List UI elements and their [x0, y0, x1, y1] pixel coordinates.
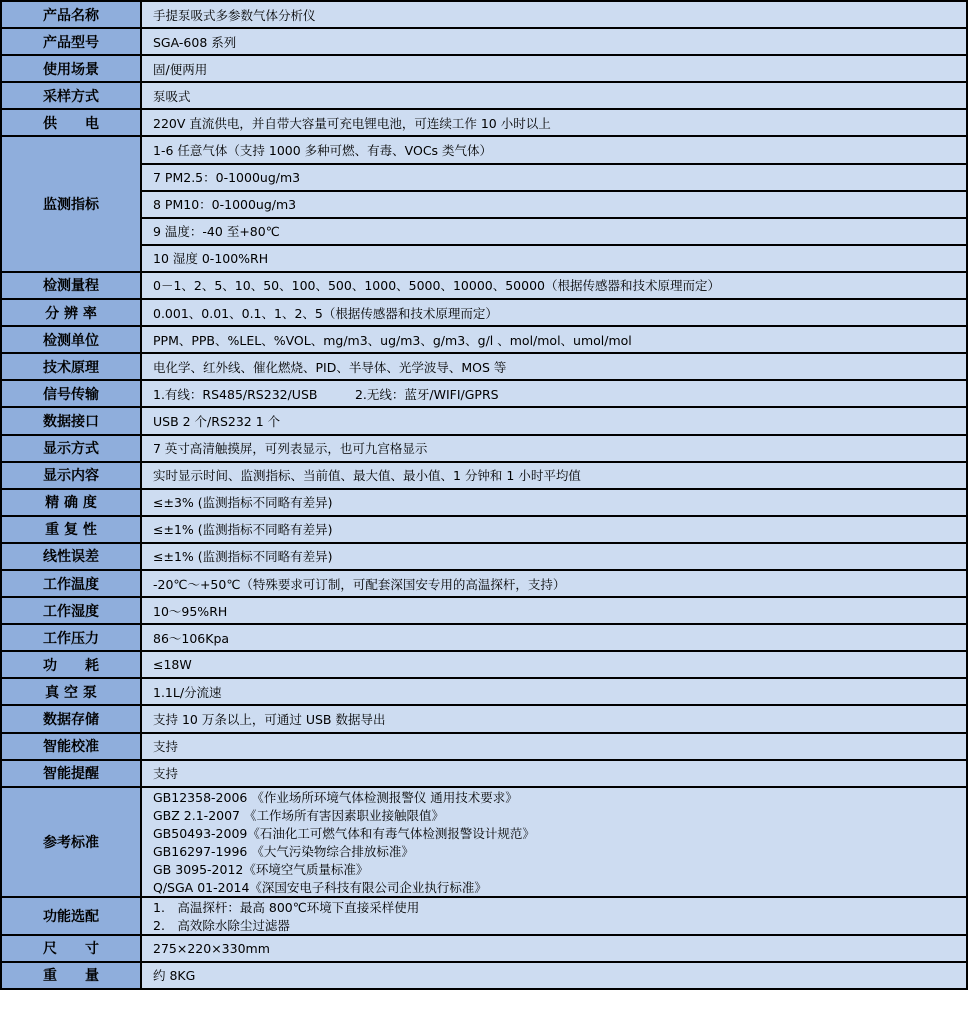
row-label: 使用场景: [1, 55, 141, 82]
table-row: [1, 1, 967, 28]
row-label: 线性误差: [1, 543, 141, 570]
table-row: [1, 624, 967, 651]
table-row: [1, 897, 967, 935]
value-line: 2. 高效除水除尘过滤器: [153, 917, 290, 933]
value-line: GBZ 2.1-2007 《工作场所有害因素职业接触限值》: [153, 807, 444, 823]
row-value: 泵吸式: [141, 82, 967, 109]
row-label: 供 电: [1, 109, 141, 136]
table-row: [1, 109, 967, 136]
table-row: [1, 705, 967, 732]
table-row: [1, 164, 967, 191]
row-value: 支持: [141, 760, 967, 787]
row-value: 电化学、红外线、催化燃烧、PID、半导体、光学波导、MOS 等: [141, 353, 967, 380]
row-label: 检测单位: [1, 326, 141, 353]
row-value: 1.1L/分流速: [141, 678, 967, 705]
row-value: ≤18W: [141, 651, 967, 678]
row-label: 显示方式: [1, 435, 141, 462]
row-label: 功 耗: [1, 651, 141, 678]
table-row: [1, 191, 967, 218]
row-value: 7 英寸高清触摸屏，可列表显示，也可九宫格显示: [141, 435, 967, 462]
row-label: 工作压力: [1, 624, 141, 651]
row-label: 分 辨 率: [1, 299, 141, 326]
value-line: 1. 高温探杆：最高 800℃环境下直接采样使用: [153, 899, 420, 915]
row-value: 7 PM2.5：0-1000ug/m3: [141, 164, 967, 191]
table-row: [1, 516, 967, 543]
table-row: [1, 28, 967, 55]
row-value: 1-6 任意气体（支持 1000 多种可燃、有毒、VOCs 类气体）: [141, 136, 967, 163]
row-label: 产品型号: [1, 28, 141, 55]
table-row: [1, 733, 967, 760]
row-value: ≤±1% (监测指标不同略有差异): [141, 516, 967, 543]
table-row: [1, 462, 967, 489]
row-label: 监测指标: [1, 136, 141, 271]
row-value: 实时显示时间、监测指标、当前值、最大值、最小值、1 分钟和 1 小时平均值: [141, 462, 967, 489]
row-value: 支持 10 万条以上，可通过 USB 数据导出: [141, 705, 967, 732]
table-row: [1, 272, 967, 299]
row-value: 220V 直流供电，并自带大容量可充电锂电池，可连续工作 10 小时以上: [141, 109, 967, 136]
row-value: 0－1、2、5、10、50、100、500、1000、5000、10000、50000（根据传感器和技术原理而定）: [141, 272, 967, 299]
table-row: [1, 82, 967, 109]
table-row: [1, 136, 967, 163]
spec-table-body: [1, 1, 967, 989]
row-value: 10 湿度 0-100%RH: [141, 245, 967, 272]
row-label: 智能校准: [1, 733, 141, 760]
row-label: 重 复 性: [1, 516, 141, 543]
row-label: 重 量: [1, 962, 141, 989]
row-label: 采样方式: [1, 82, 141, 109]
row-label: 尺 寸: [1, 935, 141, 962]
row-value: 0.001、0.01、0.1、1、2、5（根据传感器和技术原理而定）: [141, 299, 967, 326]
row-label: 功能选配: [1, 897, 141, 935]
row-value: SGA-608 系列: [141, 28, 967, 55]
value-line: GB 3095-2012《环境空气质量标准》: [153, 861, 369, 877]
row-label: 智能提醒: [1, 760, 141, 787]
row-label: 精 确 度: [1, 489, 141, 516]
row-value: 275×220×330mm: [141, 935, 967, 962]
row-value: ≤±3% (监测指标不同略有差异): [141, 489, 967, 516]
row-label: 工作温度: [1, 570, 141, 597]
table-row: [1, 597, 967, 624]
table-row: [1, 489, 967, 516]
row-label: 技术原理: [1, 353, 141, 380]
row-value: 支持: [141, 733, 967, 760]
row-label: 数据接口: [1, 407, 141, 434]
row-value: 手提泵吸式多参数气体分析仪: [141, 1, 967, 28]
row-label: 产品名称: [1, 1, 141, 28]
row-value: 9 温度：-40 至+80℃: [141, 218, 967, 245]
table-row: [1, 651, 967, 678]
row-value: 1.有线：RS485/RS232/USB 2.无线：蓝牙/WIFI/GPRS: [141, 380, 967, 407]
row-value: -20℃～+50℃（特殊要求可订制，可配套深国安专用的高温探杆，支持）: [141, 570, 967, 597]
row-label: 数据存储: [1, 705, 141, 732]
table-row: [1, 218, 967, 245]
row-label: 显示内容: [1, 462, 141, 489]
table-row: [1, 678, 967, 705]
row-value: USB 2 个/RS232 1 个: [141, 407, 967, 434]
table-row: [1, 326, 967, 353]
table-row: [1, 299, 967, 326]
table-row: [1, 245, 967, 272]
row-value: [141, 897, 967, 935]
row-value: 约 8KG: [141, 962, 967, 989]
table-row: [1, 962, 967, 989]
row-value: 10～95%RH: [141, 597, 967, 624]
table-row: [1, 787, 967, 897]
row-label: 工作湿度: [1, 597, 141, 624]
value-line: GB12358-2006 《作业场所环境气体检测报警仪 通用技术要求》: [153, 789, 518, 805]
table-row: [1, 407, 967, 434]
table-row: [1, 543, 967, 570]
table-row: [1, 935, 967, 962]
row-value: 86～106Kpa: [141, 624, 967, 651]
value-line: GB50493-2009《石油化工可燃气体和有毒气体检测报警设计规范》: [153, 825, 535, 841]
row-value: ≤±1% (监测指标不同略有差异): [141, 543, 967, 570]
table-row: [1, 55, 967, 82]
row-label: 真 空 泵: [1, 678, 141, 705]
table-row: [1, 380, 967, 407]
table-row: [1, 353, 967, 380]
table-row: [1, 570, 967, 597]
row-label: 检测量程: [1, 272, 141, 299]
value-line: GB16297-1996 《大气污染物综合排放标准》: [153, 843, 414, 859]
row-value: [141, 787, 967, 897]
table-row: [1, 760, 967, 787]
row-value: PPM、PPB、%LEL、%VOL、mg/m3、ug/m3、g/m3、g/l 、mol/mol、umol/mol: [141, 326, 967, 353]
table-row: [1, 435, 967, 462]
row-value: 8 PM10：0-1000ug/m3: [141, 191, 967, 218]
row-label: 信号传输: [1, 380, 141, 407]
value-line: Q/SGA 01-2014《深国安电子科技有限公司企业执行标准》: [153, 879, 487, 895]
row-value: 固/便两用: [141, 55, 967, 82]
row-label: 参考标准: [1, 787, 141, 897]
